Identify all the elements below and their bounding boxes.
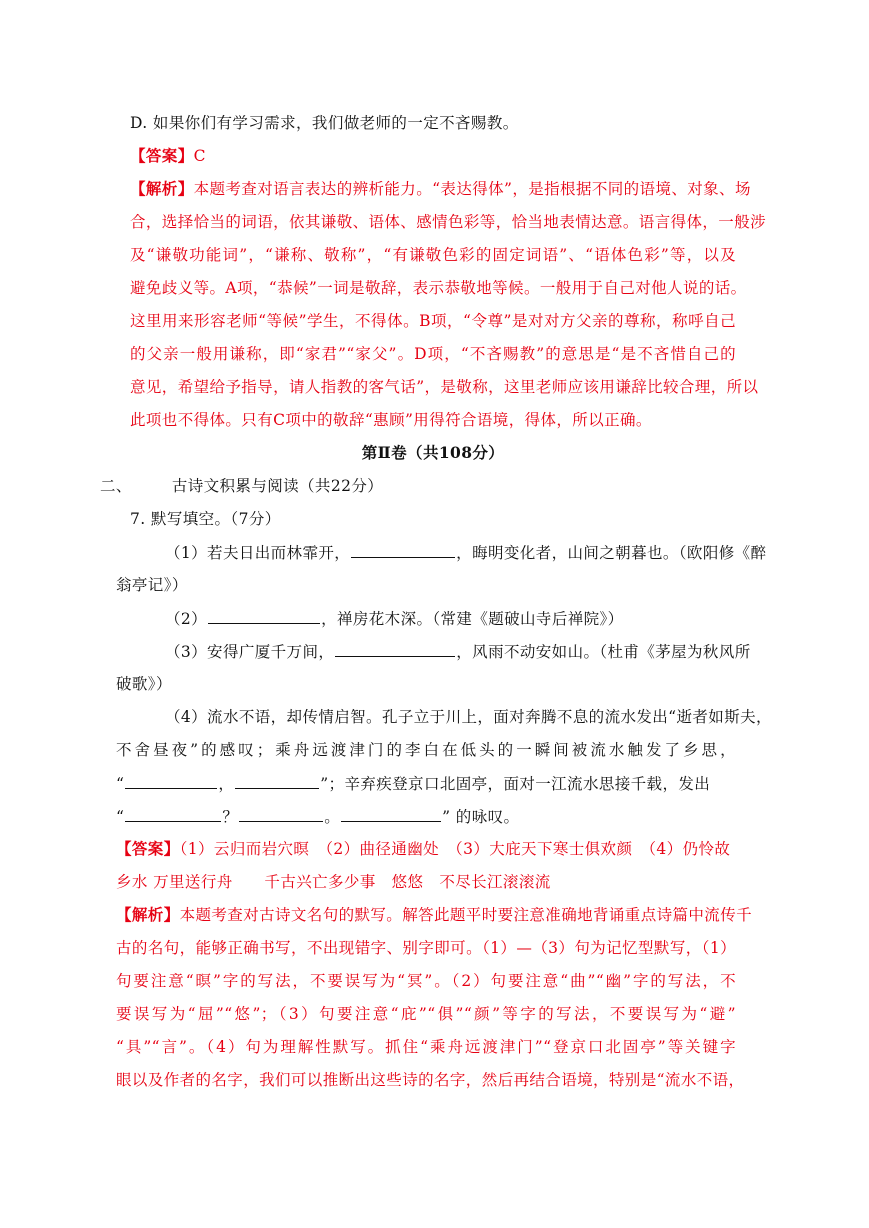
analysis-2-line-2: 古的名句，能够正确书写，不出现错字、别字即可。（1）—（3）句为记忆型默写，（1） [116,939,736,957]
blank-1[interactable] [351,542,455,558]
analysis-2-line-1: 【解析】本题考查对古诗文名句的默写。解答此题平时要注意准确地背诵重点诗篇中流传千 [116,905,753,924]
q7-item-4: （4）流水不语，却传情启智。孔子立于川上，面对奔腾不息的流水发出“逝者如斯夫， [165,708,772,726]
analysis-tag: 【解析】 [116,905,180,924]
answer-2-line-2: 乡水 万里送行舟 千古兴亡多少事 悠悠 不尽长江滚滚流 [116,873,551,891]
section-number: 二、 [100,477,132,495]
blank-5[interactable] [235,773,319,789]
blank-4[interactable] [125,773,217,789]
q7-item-3-cont: 破歌》） [116,675,172,693]
blank-8[interactable] [341,806,441,822]
q7-item-3: （3）安得广厦千万间， ，风雨不动安如山。（杜甫《茅屋为秋风所 [165,643,751,661]
analysis-1-line-7: 意见，希望给予指导，请人指教的客气话”，是敬称，这里老师应该用谦辞比较合理，所以 [130,378,759,396]
analysis-1-line-2: 合，选择恰当的词语，依其谦敬、语体、感情色彩等，恰当地表情达意。语言得体，一般涉 [130,213,767,231]
analysis-1-line-6: 的父亲一般用谦称，即“家君”“家父”。D项，“不吝赐教”的意思是“是不吝惜自己的 [130,345,736,363]
analysis-1-line-4: 避免歧义等。A项，“恭候”一词是敬辞，表示恭敬地等候。一般用于自己对他人说的话。 [130,279,747,297]
q7-item-1-cont: 翁亭记》） [116,576,188,594]
analysis-tag: 【解析】 [130,179,194,198]
blank-6[interactable] [125,806,221,822]
q7-item-4-line-4: “ ？ 。 ” 的咏叹。 [116,808,520,826]
volume-title: 第Ⅱ卷（共108分） [361,443,505,462]
option-d: D. 如果你们有学习需求，我们做老师的一定不吝赐教。 [130,114,519,132]
analysis-1-line-8: 此项也不得体。只有C项中的敬辞“惠顾”用得符合语境，得体，所以正确。 [130,411,652,429]
analysis-1-line-1: 【解析】本题考查对语言表达的辨析能力。“表达得体”，是指根据不同的语境、对象、场 [130,179,751,198]
answer-text: C [193,147,206,165]
q7-item-1: （1）若夫日出而林霏开， ，晦明变化者，山间之朝暮也。（欧阳修《醉 [165,544,767,562]
answer-tag: 【答案】 [116,839,180,858]
section-heading [100,476,740,496]
answer-tag: 【答案】 [130,146,194,165]
q7-title: 7. 默写填空。（7分） [130,510,281,528]
q7-item-2: （2） ，禅房花木深。（常建《题破山寺后禅院》） [165,610,624,628]
q7-item-4-line-2: 不舍昼夜”的感叹；乘舟远渡津门的李白在低头的一瞬间被流水触发了乡思， [116,741,736,759]
answer-1 [130,146,736,166]
blank-3[interactable] [335,641,455,657]
analysis-2-line-3: 句要注意“暝”字的写法，不要误写为“冥”。（2）句要注意“曲”“幽”字的写法，不 [116,972,736,990]
blank-7[interactable] [239,806,323,822]
analysis-2-line-4: 要误写为“屈”“悠”；（3）句要注意“庇”“俱”“颜”等字的写法，不要误写为“避” [116,1005,736,1023]
answer-2-line-1: 【答案】（1）云归而岩穴暝 （2）曲径通幽处 （3）大庇天下寒士俱欢颜 （4）仍怜故 [116,839,731,858]
q7-item-4-line-3: “ ， ”；辛弃疾登京口北固亭，面对一江流水思接千载，发出 [116,775,711,793]
analysis-2-line-5: “具”“言”。（4）句为理解性默写。抓住“乘舟远渡津门”“登京口北固亭”等关键字 [116,1038,736,1056]
blank-2[interactable] [208,608,320,624]
analysis-2-line-6: 眼以及作者的名字，我们可以推断出这些诗的名字，然后再结合语境，特别是“流水不语， [116,1071,745,1089]
analysis-1-line-5: 这里用来形容老师“等候”学生，不得体。B项，“令尊”是对对方父亲的尊称，称呼自己 [130,312,736,330]
analysis-1-line-3: 及“谦敬功能词”，“谦称、敬称”，“有谦敬色彩的固定词语”、“语体色彩”等，以及 [130,246,736,264]
section-title: 古诗文积累与阅读（共22分） [171,477,384,495]
